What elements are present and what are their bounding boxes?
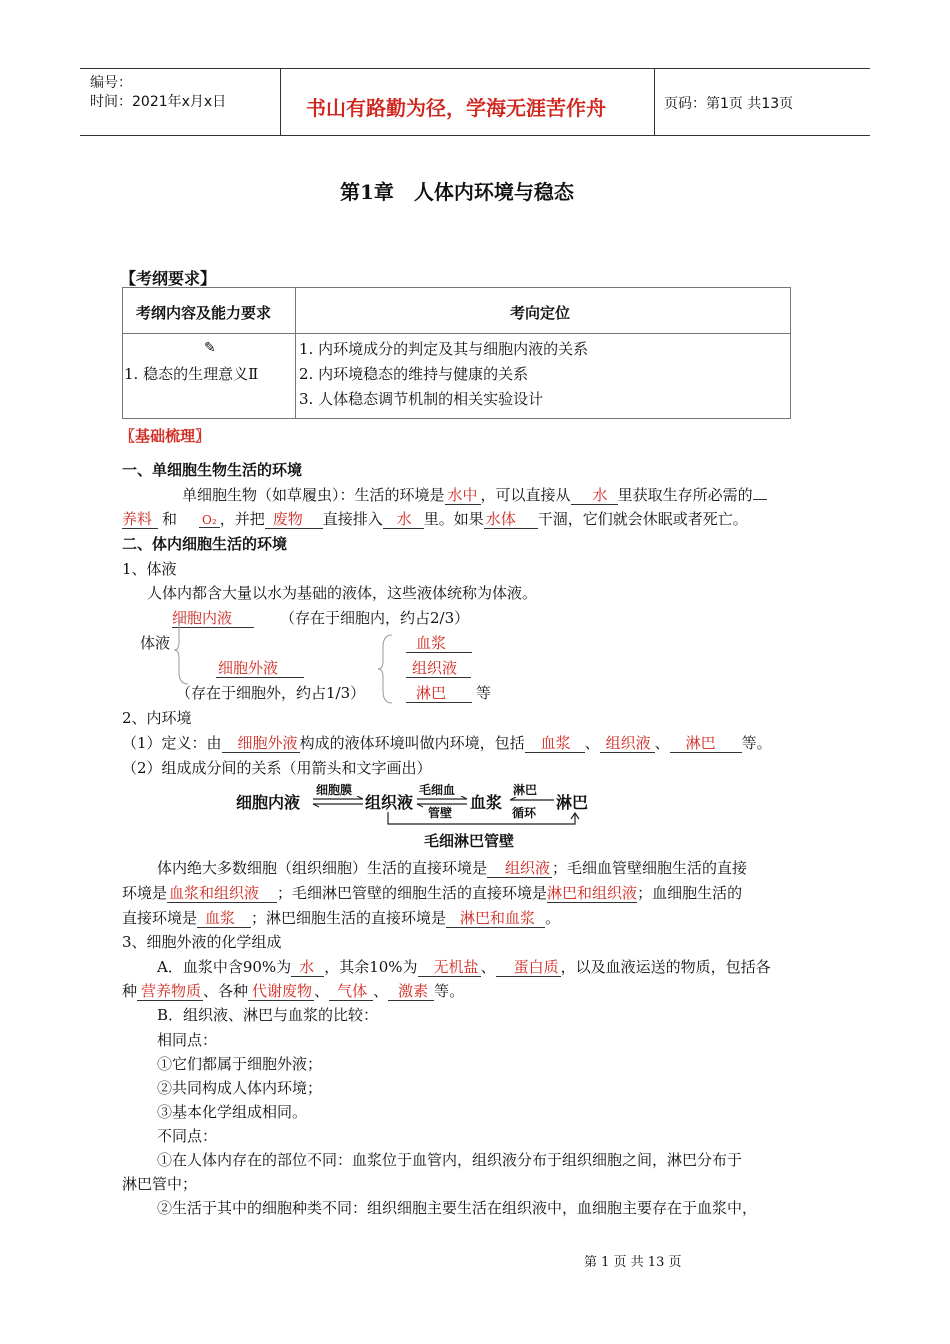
- motto: 书山有路勤为径，学海无涯苦作舟: [306, 96, 606, 120]
- brace-right: [378, 633, 398, 705]
- tissue-fluid-item: 组织液: [406, 657, 471, 678]
- syllabus-col1: 考纲内容及能力要求: [136, 304, 272, 322]
- extracellular-note: （存在于细胞外，约占1/3）: [176, 684, 366, 702]
- relation-line: （2）组成成分间的关系（用箭头和文字画出）: [122, 759, 432, 777]
- plasma-item: 血浆: [406, 632, 472, 653]
- s1-line-1: 单细胞生物（如草履虫）：生活的环境是 水中 ，可以直接从 水 里获取生存所必需的: [182, 484, 767, 505]
- para-a2: 种 营养物质 、各种 代谢废物 、 气体 、 激素 等。: [122, 982, 465, 1000]
- doc-number-label: 编号：: [90, 75, 132, 91]
- diff-2: ②生活于其中的细胞种类不同：组织细胞主要生活在组织液中，血细胞主要存在于血浆中，: [157, 1199, 758, 1217]
- page-footer: 第 1 页 共 13 页: [584, 1255, 682, 1270]
- para-1: 体内绝大多数细胞（组织细胞）生活的直接环境是 组织液 ；毛细血管壁细胞生活的直接: [157, 859, 748, 877]
- syllabus-col2: 考向定位: [510, 304, 571, 322]
- body-fluid-label: 体液: [140, 634, 171, 652]
- same-3: ③基本化学组成相同。: [157, 1103, 308, 1121]
- para-2: 环境是 血浆和组织液 ；毛细淋巴管壁的细胞生活的直接环境是淋巴和组织液；血细胞生活的: [122, 884, 743, 902]
- dg-tissue: 组织液: [365, 793, 414, 812]
- syllabus-item: 1. 稳态的生理意义Ⅱ: [124, 365, 259, 383]
- sub-1-title: 1、体液: [122, 560, 177, 578]
- para-a1: A．血浆中含90%为 水 ，其余10%为 无机盐 、 蛋白质 ，以及血液运送的物质，包括各: [157, 958, 771, 976]
- dg-bracket: [385, 812, 585, 830]
- dg-membrane: 细胞膜: [316, 783, 353, 797]
- dg-lymph-wall: 毛细淋巴管壁: [424, 832, 515, 850]
- page-code: 页码：第1页 共13页: [664, 96, 794, 112]
- definition-line: （1）定义：由 细胞外液 构成的液体环境叫做内环境，包括 血浆 、 组织液 、 淋巴 等。: [122, 734, 772, 752]
- decor-icon: ✎: [204, 340, 216, 356]
- doc-time-label: 时间：2021年x月x日: [90, 94, 227, 110]
- lymph-item: 淋巴 等: [406, 682, 491, 703]
- para-b1: B．组织液、淋巴与血浆的比较：: [157, 1006, 379, 1024]
- dg-lymph-circ-top: 淋巴: [513, 783, 538, 797]
- intracellular: 细胞内液 （存在于细胞内，约占2/3）: [172, 609, 470, 627]
- s1-line-2: 养料 和 O₂ ，并把 废物 直接排入 水 里。如果 水体 干涸，它们就会休眠或者死亡。: [122, 510, 748, 528]
- dg-wall: 管壁: [428, 806, 453, 820]
- chapter-title: 第1章 人体内环境与稳态: [340, 180, 574, 204]
- extracellular: 细胞外液: [216, 657, 304, 678]
- sub-1-text: 人体内都含大量以水为基础的液体，这些液体统称为体液。: [147, 584, 538, 602]
- diff-title: 不同点：: [157, 1127, 218, 1145]
- brace-left: [174, 614, 194, 686]
- syllabus-point-2: 2. 内环境稳态的维持与健康的关系: [299, 365, 529, 383]
- dg-plasma: 血浆: [470, 793, 503, 812]
- sub-3-title: 3、细胞外液的化学组成: [122, 933, 282, 951]
- same-2: ②共同构成人体内环境；: [157, 1079, 323, 1097]
- same-title: 相同点：: [157, 1031, 218, 1049]
- syllabus-point-3: 3. 人体稳态调节机制的相关实验设计: [299, 390, 544, 408]
- dg-lymph-circ-bot: 循环: [512, 806, 537, 820]
- diff-1b: 淋巴管中；: [122, 1175, 198, 1193]
- syllabus-point-1: 1. 内环境成分的判定及其与细胞内液的关系: [299, 340, 589, 358]
- dg-capillary: 毛细血: [419, 783, 456, 797]
- syllabus-heading: 【考纲要求】: [120, 269, 217, 288]
- dg-arrow-membrane: [311, 796, 365, 808]
- dg-cell-fluid: 细胞内液: [236, 793, 301, 812]
- diff-1a: ①在人体内存在的部位不同：血浆位于血管内，组织液分布于组织细胞之间，淋巴分布于: [157, 1151, 743, 1169]
- section-1-title: 一、单细胞生物生活的环境: [122, 461, 303, 479]
- same-1: ①它们都属于细胞外液；: [157, 1055, 323, 1073]
- dg-lymph: 淋巴: [556, 793, 589, 812]
- basic-heading: 〖基础梳理〗: [120, 427, 211, 445]
- sub-2-title: 2、内环境: [122, 709, 192, 727]
- para-3: 直接环境是 血浆 ；淋巴细胞生活的直接环境是 淋巴和血浆 。: [122, 909, 561, 927]
- section-2-title: 二、体内细胞生活的环境: [122, 535, 288, 553]
